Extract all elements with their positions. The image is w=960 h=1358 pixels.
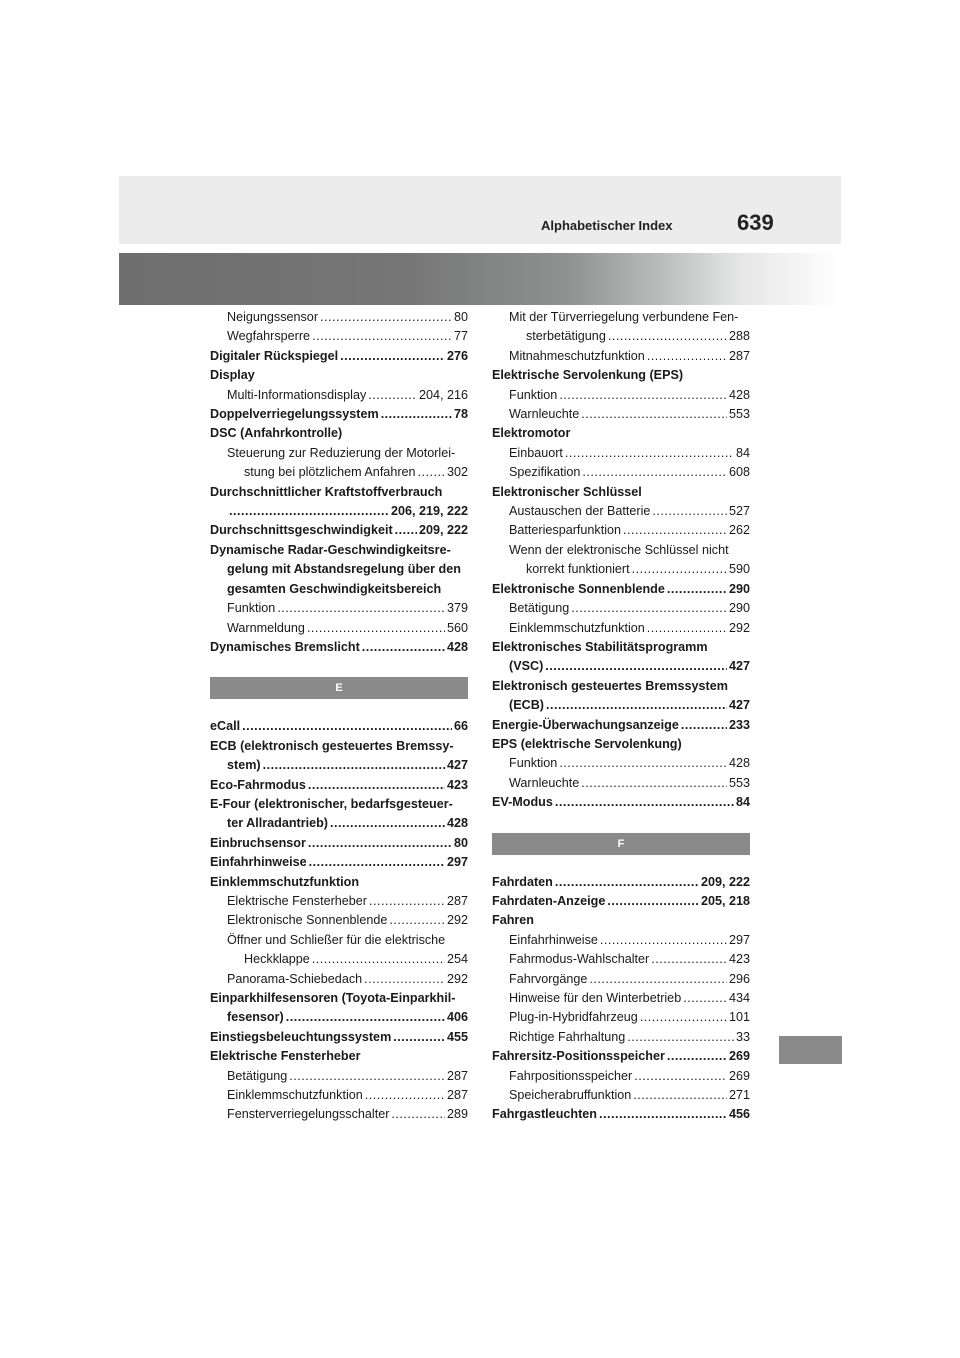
page-reference[interactable]: 269 [728, 1068, 750, 1083]
index-term: Steuerung zur Reduzierung der Motorlei- [227, 445, 456, 460]
index-subentry [210, 386, 468, 405]
page-reference[interactable]: 290 [728, 601, 750, 616]
index-subentry [210, 970, 468, 989]
page-reference[interactable]: 271 [728, 1088, 750, 1103]
dot-leader [652, 502, 727, 521]
index-term: Fahrersitz-Positionsspeicher [492, 1049, 665, 1064]
index-entry [210, 424, 468, 443]
index-term: E-Four (elektronischer, bedarfsgesteuer- [210, 796, 453, 811]
index-term: Einbruchsensor [210, 835, 306, 850]
index-entry [210, 560, 468, 579]
dot-leader [393, 1028, 445, 1047]
dot-leader [681, 716, 727, 735]
dot-leader [581, 405, 727, 424]
index-entry [492, 696, 750, 715]
index-term: Display [210, 368, 255, 383]
dot-leader [365, 1086, 445, 1105]
index-term: Elektrische Servolenkung (EPS) [492, 368, 684, 383]
dot-leader [600, 931, 727, 950]
dot-leader [559, 386, 727, 405]
index-subentry [210, 892, 468, 911]
index-term: Multi-Informationsdisplay [227, 387, 367, 402]
index-entry [210, 737, 468, 756]
index-subentry [210, 931, 468, 950]
page-reference[interactable]: 84 [735, 445, 750, 460]
dot-leader [683, 989, 727, 1008]
page-reference[interactable]: 302 [446, 465, 468, 480]
index-term: Funktion [227, 601, 276, 616]
index-subentry [492, 1067, 750, 1086]
dot-leader [242, 717, 452, 736]
index-subentry [492, 619, 750, 638]
index-term: Elektronische Sonnenblende [492, 581, 665, 596]
index-term: Wegfahrsperre [227, 329, 311, 344]
index-term: Elektronisches Stabilitätsprogramm [492, 639, 708, 654]
index-subentry [210, 463, 468, 482]
dot-leader [312, 327, 452, 346]
dot-leader [640, 1008, 727, 1027]
index-subentry [492, 386, 750, 405]
dot-leader [368, 386, 417, 405]
dot-leader [555, 873, 699, 892]
dot-leader [582, 463, 727, 482]
dot-leader [369, 892, 445, 911]
page-reference[interactable]: 608 [728, 465, 750, 480]
dot-leader [647, 347, 727, 366]
index-term: EPS (elektrische Servolenkung) [492, 736, 682, 751]
page-reference[interactable]: 66 [453, 719, 468, 734]
index-term: Spezifikation [509, 465, 581, 480]
index-subentry [492, 521, 750, 540]
index-term: Fahrgastleuchten [492, 1107, 597, 1122]
index-subentry [210, 308, 468, 327]
dot-leader [555, 793, 734, 812]
index-entry [210, 405, 468, 424]
dot-leader [634, 1067, 727, 1086]
index-entry [492, 424, 750, 443]
dot-leader [589, 970, 727, 989]
index-subentry [492, 327, 750, 346]
dot-leader [340, 347, 445, 366]
index-column-right [492, 308, 750, 1125]
dot-leader [330, 814, 445, 833]
index-entry [210, 366, 468, 385]
index-term: Funktion [509, 756, 558, 771]
index-entry [210, 717, 468, 736]
index-subentry [492, 502, 750, 521]
page-reference[interactable]: 80 [453, 310, 468, 324]
index-term: Energie-Überwachungsanzeige [492, 717, 679, 732]
index-term: Eco-Fahrmodus [210, 777, 306, 792]
page-reference[interactable]: 33 [735, 1029, 750, 1044]
index-entry [210, 580, 468, 599]
page-reference[interactable]: 292 [446, 971, 468, 986]
page-reference[interactable]: 553 [728, 775, 750, 790]
page-reference[interactable]: 288 [728, 329, 750, 344]
index-term: (VSC) [509, 659, 544, 674]
page-reference[interactable]: 289 [446, 1107, 468, 1122]
index-term: Fahrmodus-Wahlschalter [509, 952, 650, 967]
index-term: Warnleuchte [509, 775, 580, 790]
index-subentry [492, 754, 750, 773]
index-term: gelung mit Abstandsregelung über den [227, 562, 461, 577]
page-reference[interactable]: 423 [728, 952, 750, 967]
index-term: Richtige Fahrhaltung [509, 1029, 626, 1044]
index-term: Einklemmschutzfunktion [227, 1088, 363, 1103]
index-term: korrekt funktioniert [526, 562, 630, 577]
index-subentry [492, 405, 750, 424]
index-term: Warnmeldung [227, 620, 305, 635]
page-reference[interactable]: 296 [728, 971, 750, 986]
index-subentry [492, 599, 750, 618]
dot-leader [320, 308, 452, 327]
page-reference[interactable]: 287 [446, 1068, 468, 1083]
index-entry [210, 795, 468, 814]
dot-leader [312, 950, 445, 969]
index-term: Elektrische Fensterheber [227, 893, 367, 908]
index-subentry [492, 950, 750, 969]
index-term: Elektronische Sonnenblende [227, 913, 388, 928]
dot-leader [559, 754, 727, 773]
index-entry [210, 756, 468, 775]
dot-leader [307, 619, 445, 638]
index-subentry [492, 560, 750, 579]
page-reference[interactable]: 297 [728, 932, 750, 947]
dot-leader [391, 1105, 445, 1124]
index-term: Elektronischer Schlüssel [492, 484, 642, 499]
page-reference[interactable]: 560 [446, 620, 468, 635]
index-term: Wenn der elektronische Schlüssel nicht [509, 542, 729, 557]
page-reference[interactable]: 553 [728, 407, 750, 422]
index-subentry [492, 347, 750, 366]
index-letter-header: F [492, 833, 750, 855]
index-entry [210, 1008, 468, 1027]
page-reference[interactable]: 292 [446, 913, 468, 928]
index-term: Durchschnittlicher Kraftstoffverbrauch [210, 484, 443, 499]
index-term: stem) [227, 758, 261, 773]
index-subentry [492, 970, 750, 989]
index-term: Panorama-Schiebedach [227, 971, 363, 986]
index-subentry [210, 1105, 468, 1124]
index-term: Batteriesparfunktion [509, 523, 622, 538]
page-reference[interactable]: 80 [453, 835, 468, 850]
page-reference[interactable]: 233 [728, 717, 750, 732]
page-reference[interactable]: 428 [728, 387, 750, 402]
index-term: Mitnahmeschutzfunktion [509, 348, 645, 363]
index-subentry [210, 619, 468, 638]
dot-leader [599, 1105, 727, 1124]
dot-leader [633, 1086, 727, 1105]
page-reference[interactable]: 434 [728, 991, 750, 1005]
index-entry [492, 483, 750, 502]
index-term: Dynamische Radar-Geschwindigkeitsre- [210, 542, 451, 557]
page-reference[interactable]: 428 [446, 639, 468, 654]
index-term: Fahrpositionsspeicher [509, 1068, 633, 1083]
index-entry [492, 892, 750, 911]
page-reference[interactable]: 101 [728, 1010, 750, 1025]
page-reference[interactable]: 276 [446, 348, 468, 363]
index-term: Hinweise für den Winterbetrieb [509, 991, 682, 1005]
chapter-side-tab [779, 1036, 842, 1064]
dot-leader [389, 911, 445, 930]
index-entry [210, 541, 468, 560]
index-term: Dynamisches Bremslicht [210, 639, 360, 654]
index-term: Öffner und Schließer für die elektrische [227, 932, 446, 947]
page-reference[interactable]: 287 [446, 1088, 468, 1103]
index-subentry [210, 444, 468, 463]
index-term: fesensor) [227, 1010, 284, 1025]
index-subentry [210, 1086, 468, 1105]
index-term: Fahren [492, 913, 534, 928]
index-column-left [210, 308, 468, 1125]
index-term: Austauschen der Batterie [509, 504, 651, 519]
index-entry [210, 853, 468, 872]
index-subentry [210, 599, 468, 618]
dot-leader [277, 599, 445, 618]
index-entry [210, 521, 468, 540]
index-term: Elektrische Fensterheber [210, 1049, 361, 1064]
page-reference[interactable]: 456 [728, 1107, 750, 1122]
index-term: Digitaler Rückspiegel [210, 348, 339, 363]
page-reference[interactable]: 427 [446, 758, 468, 773]
index-term: Fensterverriegelungsschalter [227, 1107, 390, 1122]
index-subentry [492, 1086, 750, 1105]
index-entry [492, 657, 750, 676]
index-term: Einklemmschutzfunktion [509, 620, 645, 635]
index-term: ter Allradantrieb) [227, 816, 329, 831]
page-reference[interactable]: 455 [446, 1029, 468, 1044]
dot-leader [362, 638, 445, 657]
index-term: Betätigung [509, 601, 570, 616]
index-term: Einparkhilfesensoren (Toyota-Einparkhil- [210, 991, 456, 1005]
page-reference[interactable]: 428 [728, 756, 750, 771]
index-term: Fahrdaten [492, 874, 553, 889]
index-term: eCall [210, 719, 241, 734]
page-reference[interactable]: 590 [728, 562, 750, 577]
page-reference[interactable]: 427 [728, 659, 750, 674]
index-entry [210, 638, 468, 657]
dot-leader [565, 444, 734, 463]
index-term: Doppelverriegelungssystem [210, 407, 379, 422]
page-reference[interactable]: 527 [728, 504, 750, 519]
index-entry [492, 638, 750, 657]
page-reference[interactable]: 269 [728, 1049, 750, 1064]
page-reference[interactable]: 428 [446, 816, 468, 831]
index-term: Fahrdaten-Anzeige [492, 893, 606, 908]
page-reference[interactable]: 77 [453, 329, 468, 344]
page-reference[interactable]: 423 [446, 777, 468, 792]
index-letter-header: E [210, 677, 468, 699]
index-subentry [210, 327, 468, 346]
dot-leader [623, 521, 727, 540]
page-reference[interactable]: 406 [446, 1010, 468, 1025]
index-term: Funktion [509, 387, 558, 402]
dot-leader [309, 853, 445, 872]
page-reference[interactable]: 254 [446, 952, 468, 967]
index-term: Einklemmschutzfunktion [210, 874, 360, 889]
index-term: EV-Modus [492, 795, 553, 810]
dot-leader [364, 970, 445, 989]
dot-leader [571, 599, 727, 618]
page-reference[interactable]: 287 [446, 893, 468, 908]
dot-leader [308, 776, 445, 795]
index-term: DSC (Anfahrkontrolle) [210, 426, 343, 441]
index-term: Mit der Türverriegelung verbundene Fen- [509, 310, 739, 324]
index-entry [210, 873, 468, 892]
page-reference[interactable]: 206, 219, 222 [390, 504, 468, 519]
index-entry [492, 366, 750, 385]
index-term: Einfahrhinweise [509, 932, 598, 947]
index-subentry [210, 950, 468, 969]
index-subentry [492, 1008, 750, 1027]
dot-leader [395, 521, 417, 540]
page-reference[interactable]: 209, 222 [700, 874, 750, 889]
index-term: Einbauort [509, 445, 563, 460]
index-subentry [492, 444, 750, 463]
dot-leader [381, 405, 452, 424]
index-term: Warnleuchte [509, 407, 580, 422]
index-entry [210, 1047, 468, 1066]
dot-leader [418, 463, 445, 482]
index-subentry [210, 911, 468, 930]
index-term: sterbetätigung [526, 329, 606, 344]
index-entry [492, 580, 750, 599]
index-subentry [492, 308, 750, 327]
index-entry [492, 873, 750, 892]
dot-leader [632, 560, 727, 579]
index-subentry [210, 1067, 468, 1086]
index-term: Elektromotor [492, 426, 571, 441]
index-subentry [492, 989, 750, 1008]
page-reference[interactable]: 205, 218 [700, 893, 750, 908]
dot-leader [263, 756, 445, 775]
index-entry [210, 834, 468, 853]
page-reference[interactable]: 427 [728, 698, 750, 713]
index-subentry [492, 1028, 750, 1047]
dot-leader [607, 892, 699, 911]
page-reference[interactable]: 292 [728, 620, 750, 635]
dot-leader [546, 696, 727, 715]
dot-leader [608, 327, 727, 346]
page-reference[interactable]: 287 [728, 348, 750, 363]
page-reference[interactable]: 290 [728, 581, 750, 596]
dot-leader [667, 580, 727, 599]
index-term: gesamten Geschwindigkeitsbereich [227, 581, 442, 596]
index-entry [210, 347, 468, 366]
dot-leader [651, 950, 727, 969]
index-term: ECB (elektronisch gesteuertes Bremssy- [210, 738, 454, 753]
index-entry [210, 776, 468, 795]
dot-leader [229, 502, 389, 521]
page-number: 639 [737, 210, 774, 235]
index-term: Einfahrhinweise [210, 855, 307, 870]
page-reference[interactable]: 204, 216 [418, 387, 468, 402]
index-term: Einstiegsbeleuchtungssystem [210, 1029, 392, 1044]
page-reference[interactable]: 379 [446, 601, 468, 616]
index-entry [210, 502, 468, 521]
header-band [119, 176, 841, 244]
index-term: stung bei plötzlichem Anfahren [244, 465, 416, 480]
index-term: Durchschnittsgeschwindigkeit [210, 523, 393, 538]
dot-leader [667, 1047, 727, 1066]
index-entry [492, 677, 750, 696]
page-reference[interactable]: 78 [453, 407, 468, 422]
index-entry [210, 989, 468, 1008]
index-term: (ECB) [509, 698, 544, 713]
index-subentry [492, 463, 750, 482]
index-entry [492, 1105, 750, 1124]
index-term: Heckklappe [244, 952, 310, 967]
index-entry [492, 1047, 750, 1066]
page-reference[interactable]: 209, 222 [418, 523, 468, 538]
section-title: Alphabetischer Index [541, 218, 673, 233]
chapter-gradient-band [119, 253, 841, 305]
dot-leader [286, 1008, 445, 1027]
index-term: Plug-in-Hybridfahrzeug [509, 1010, 638, 1025]
dot-leader [308, 834, 452, 853]
dot-leader [545, 657, 727, 676]
dot-leader [627, 1028, 734, 1047]
index-term: Fahrvorgänge [509, 971, 588, 986]
dot-leader [647, 619, 727, 638]
index-subentry [492, 541, 750, 560]
index-entry [492, 735, 750, 754]
index-entry [492, 793, 750, 812]
index-term: Neigungssensor [227, 310, 319, 324]
index-subentry [492, 774, 750, 793]
index-entry [210, 1028, 468, 1047]
dot-leader [581, 774, 727, 793]
page-reference[interactable]: 84 [735, 795, 750, 810]
page-reference[interactable]: 262 [728, 523, 750, 538]
page-reference[interactable]: 297 [446, 855, 468, 870]
dot-leader [289, 1067, 445, 1086]
index-entry [210, 483, 468, 502]
index-term: Elektronisch gesteuertes Bremssystem [492, 678, 728, 693]
index-subentry [492, 931, 750, 950]
index-term: Speicherabruffunktion [509, 1088, 632, 1103]
index-term: Betätigung [227, 1068, 288, 1083]
index-entry [492, 911, 750, 930]
index-entry [210, 814, 468, 833]
index-entry [492, 716, 750, 735]
